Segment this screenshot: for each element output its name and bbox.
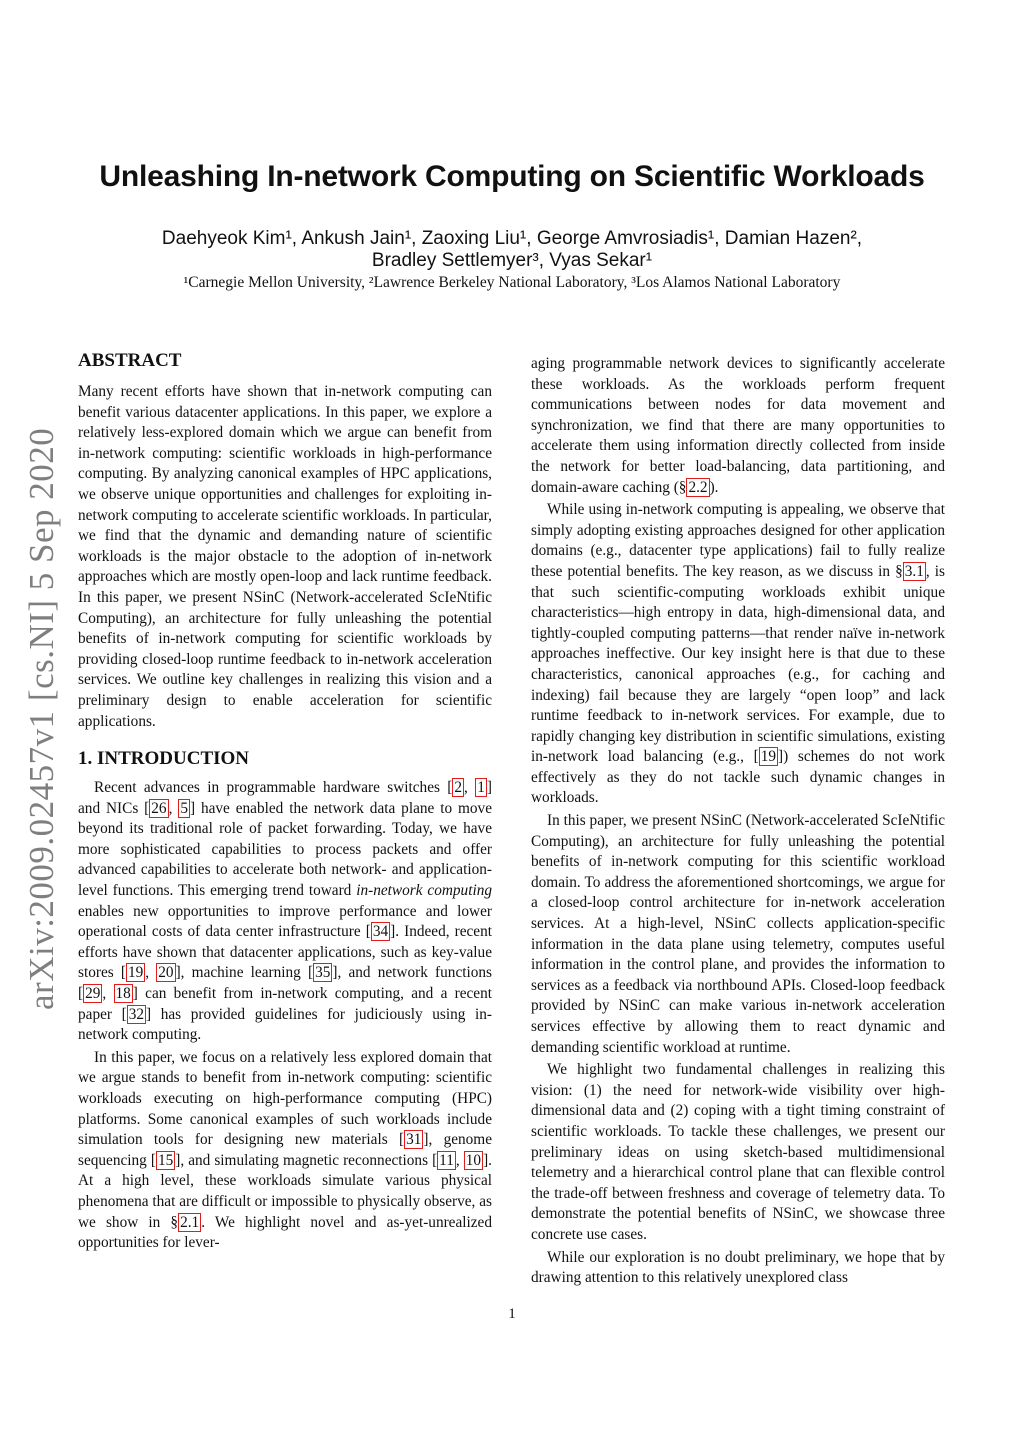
author-list	[0, 228, 1024, 272]
affiliations: ¹Carnegie Mellon University, ²Lawrence Berkeley National Laboratory, ³Los Alamos National Laboratory	[183, 274, 841, 291]
citation-link[interactable]: 10	[465, 1151, 482, 1169]
citation-link[interactable]: 1	[477, 779, 485, 797]
paper-title: Unleashing In-network Computing on Scientific Workloads	[99, 160, 925, 193]
page-number: 1	[508, 1306, 516, 1322]
right-paragraph-4: We highlight two fundamental challenges in realizing this vision: (1) the need for network-wide visibility over high-dimensional data and (2) coping with a tight timing constraint of scientific workloads. To tackle these challenges, we present our preliminary ideas on using sketch-based multidimensional telemetry and a hierarchical control plane that can flexible control the trade-off between freshness and coverage of telemetry data. To demonstrate the potential benefits of NSinC, we showcase three concrete use cases.	[531, 1061, 945, 1243]
citation-link[interactable]: 26	[151, 799, 167, 817]
citation-link[interactable]: 31	[406, 1131, 422, 1149]
citation-link[interactable]: 35	[315, 964, 331, 982]
section-link[interactable]: 2.1	[180, 1213, 200, 1231]
arxiv-stamp: arXiv:2009.02457v1 [cs.NI] 5 Sep 2020	[22, 427, 61, 1010]
right-column	[531, 354, 945, 1291]
citation-link[interactable]: 32	[128, 1005, 144, 1023]
citation-link[interactable]: 15	[157, 1151, 174, 1169]
citation-link[interactable]: 29	[85, 985, 101, 1003]
citation-link[interactable]: 34	[372, 923, 389, 941]
abstract-text: Many recent efforts have shown that in-network computing can benefit various datacenter applications. In this paper, we explore a relatively less-explored domain which we argue can benefit from in-network computing: scientific workloads in high-performance computing. By analyzing canonical examples of HPC applications, we observe unique opportunities and challenges for exploiting in-network computing to accelerate scientific workloads. In particular, we find that the dynamic and demanding nature of scientific workloads is the major obstacle to the adoption of in-network approaches which are mostly open-loop and lack runtime feedback. In this paper, we present NSinC (Network-accelerated ScIeNtific Computing), an architecture for fully unleashing the potential benefits of in-network computing for scientific workloads by providing closed-loop runtime feedback to in-network acceleration services. We outline key challenges in realizing this vision and a preliminary design to enable acceleration for scientific applications.	[78, 383, 492, 730]
citation-link[interactable]: 19	[760, 748, 777, 766]
right-paragraph-2: While using in-network computing is appealing, we observe that simply adopting existing approaches designed for other application domains (e.g., datacenter type applications) fail to fully realize these potential benefits. The key reason, as we discuss in § 3.1 , is that such scientific-computing workloads exhibit unique characteristics—high entropy in data, high-dimensional data, and tightly-coupled computing patterns—that render naïve in-network approaches ineffective. Our key insight here is that due to these characteristics, canonical approaches (e.g., for caching and indexing) fail because they are largely “open loop” and lack runtime feedback to in-network services. For example, due to rapidly changing key distribution in scientific simulations, existing in-network load balancing (e.g., [ 19 ]) schemes do not work effectively as they do not tackle such dynamic changes in workloads.	[531, 501, 946, 807]
citation-link[interactable]: 11	[439, 1151, 454, 1169]
abstract-heading: ABSTRACT	[78, 350, 182, 371]
intro-heading: 1. INTRODUCTION	[78, 748, 250, 770]
citation-link[interactable]: 5	[180, 799, 188, 817]
intro-paragraph-2: In this paper, we focus on a relatively less explored domain that we argue stands to benefit from in-network computing: scientific workloads executing on high-performance computing (HPC) platforms. Some canonical examples of such workloads include simulation tools for designing new materials [ 31 ], genome sequencing [ 15 ], and simulating magnetic reconnections [ 11 , 10 ]. At a high level, these workloads simulate various physical phenomena that are difficult or impossible to physically observe, as we show in § 2.1 . We highlight novel and as-yet-unrealized opportunities for lever-	[78, 1048, 492, 1252]
section-link[interactable]: 3.1	[904, 562, 924, 580]
right-paragraph-1: aging programmable network devices to significantly accelerate these workloads. As the workloads perform frequent communications between nodes for data movement and synchronization, we find that there are many opportunities to accelerate them using information directly collected from inside the network for better load-balancing, data partitioning, and domain-aware caching (§ 2.2 ).	[531, 355, 945, 496]
section-link[interactable]: 2.2	[688, 478, 708, 496]
citation-link[interactable]: 20	[158, 964, 174, 982]
left-column	[78, 350, 492, 1256]
citation-link[interactable]: 2	[454, 779, 463, 797]
citation-link[interactable]: 19	[127, 964, 144, 982]
authors-line-2: Bradley Settlemyer³, Vyas Sekar¹	[371, 250, 653, 271]
citation-link[interactable]: 18	[115, 985, 131, 1003]
right-paragraph-3: In this paper, we present NSinC (Network-accelerated ScIeNtific Computing), an architecture for fully unleashing the potential benefits of in-network computing for this scientific workload domain. To address the aforementioned shortcomings, we argue for a closed-loop control architecture for in-network acceleration services. At a high-level, NSinC collects application-specific information in the data plane using telemetry, computes useful information in the control plane, and provides the information to services as a feedback via northbound APIs. Closed-loop feedback provided by NSinC can make various in-network acceleration services effective by allowing them to react dynamic and demanding scientific workload at runtime.	[531, 812, 945, 1056]
intro-paragraph-1: Recent advances in programmable hardware switches [ 2 , 1 ] and NICs [ 26 , 5 ] have enabled the network data plane to move beyond its traditional role of packet forwarding. Today, we have more sophisticated capabilities to process packets and offer advanced capabilities to accelerate both network- and application-level functions. This emerging trend toward in-network computing enables new opportunities to improve performance and lower operational costs of data center infrastructure [ 34 ]. Indeed, recent efforts have shown that datacenter applications, such as key-value stores [ 19 , 20 ], machine learning [ 35 ], and network functions [ 29 , 18 ] can benefit from in-network computing, and a recent paper [ 32 ] has provided guidelines for judiciously using in-network computing.	[78, 779, 493, 1044]
authors-line-1: Daehyeok Kim¹, Ankush Jain¹, Zaoxing Liu¹, George Amvrosiadis¹, Damian Hazen²,	[161, 228, 863, 249]
right-paragraph-5: While our exploration is no doubt preliminary, we hope that by drawing attention to this relatively unexplored class	[531, 1248, 945, 1287]
